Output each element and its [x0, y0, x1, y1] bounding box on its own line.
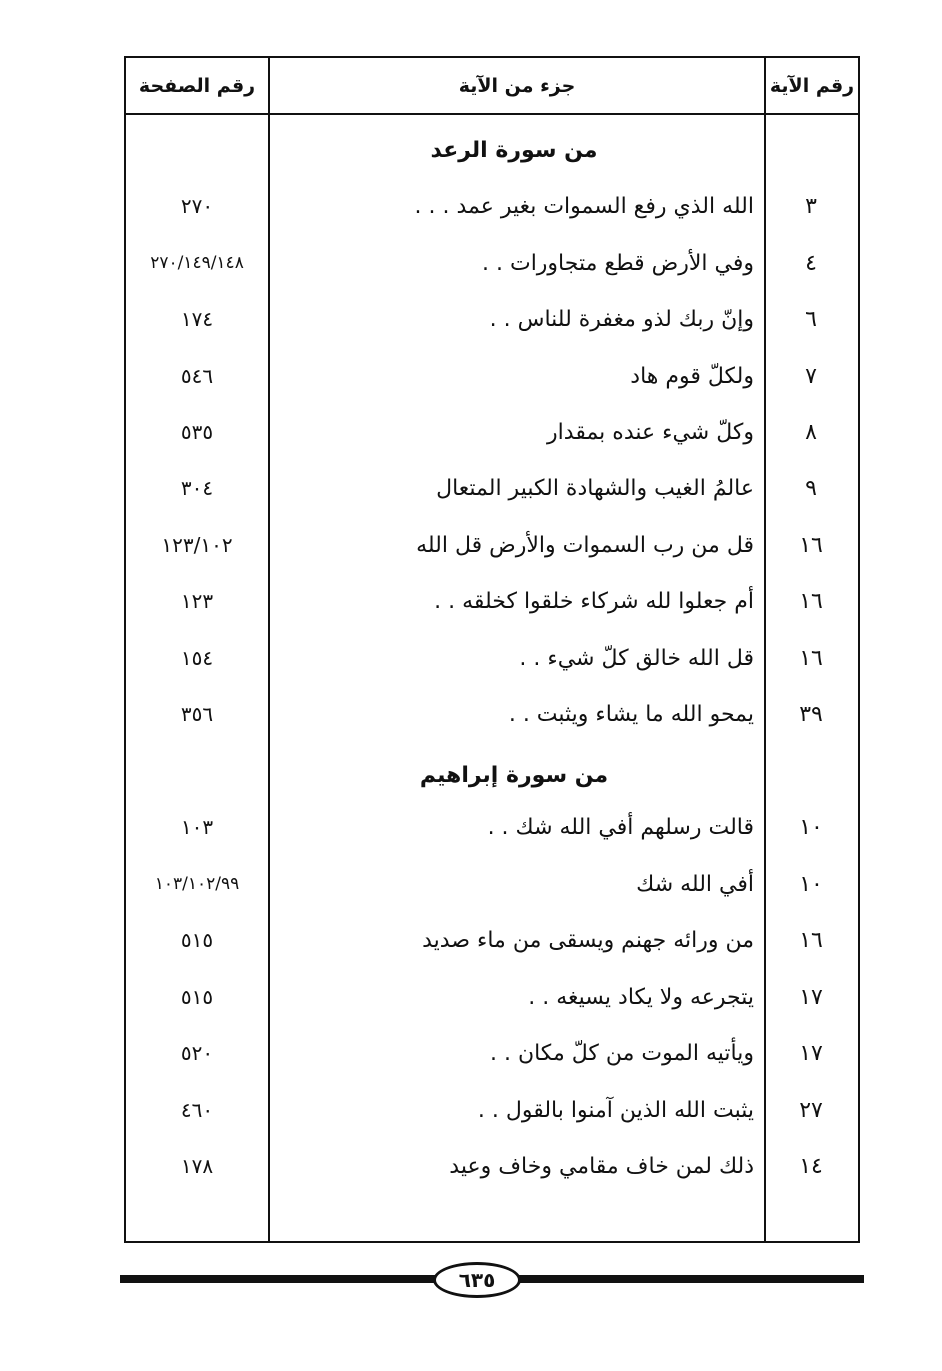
verse-text: الله الذي رفع السموات بغير عمد . . .: [414, 193, 754, 219]
page-ref: ١٠٣: [180, 815, 214, 839]
verse-text: ذلك لمن خاف مقامي وخاف وعيد: [449, 1153, 754, 1179]
page-ref: ٣٥٦: [180, 702, 214, 726]
verse-number: ١٦: [799, 645, 823, 671]
verse-number: ٦: [805, 306, 817, 332]
page-ref: ٥١٥: [180, 985, 214, 1009]
page-ref: ٥٢٠: [180, 1041, 214, 1065]
table-row: [126, 686, 858, 742]
verse-text: قل الله خالق كلّ شيء . .: [519, 645, 754, 671]
page-number-badge: [433, 1262, 521, 1298]
verse-number: ١٤: [799, 1153, 823, 1179]
table-row: [126, 517, 858, 573]
verse-text: ويأتيه الموت من كلّ مكان . .: [489, 1040, 754, 1066]
table-row: [126, 460, 858, 516]
verse-text: يمحو الله ما يشاء ويثبت . .: [508, 701, 754, 727]
verse-text: ولكلّ قوم هاد: [630, 363, 754, 389]
page-ref: ١٢٣: [180, 589, 214, 613]
verse-number: ١٦: [799, 927, 823, 953]
page-ref: ٢٧٠/١٤٩/١٤٨: [150, 253, 244, 273]
table-row: [126, 1138, 858, 1194]
verse-number: ٣٩: [799, 701, 823, 727]
table-row: [126, 1025, 858, 1081]
surah-heading: [126, 747, 858, 803]
verse-number: ١٠: [799, 814, 823, 840]
table-row: [126, 348, 858, 404]
page-ref: ١٢٣/١٠٢: [161, 533, 233, 557]
table-row: [126, 1082, 858, 1138]
verse-text: عالمُ الغيب والشهادة الكبير المتعال: [436, 475, 754, 501]
page-ref: ٥٤٦: [180, 364, 214, 388]
verse-number: ١٠: [799, 871, 823, 897]
page-ref: ١٧٨: [180, 1154, 214, 1178]
page-ref: ١٧٤: [180, 307, 214, 331]
page-ref: ٥٣٥: [180, 420, 214, 444]
verse-number: ١٦: [799, 532, 823, 558]
surah-title: من سورة إبراهيم: [419, 762, 609, 788]
verse-text: أفي الله شك: [636, 871, 754, 897]
table-row: [126, 178, 858, 234]
table-row: [126, 235, 858, 291]
header-verse-part: جزء من الآية: [458, 75, 576, 97]
page-ref: ١٠٣/١٠٢/٩٩: [154, 874, 240, 894]
verse-text: من ورائه جهنم ويسقى من ماء صديد: [422, 927, 754, 953]
verse-text: وفي الأرض قطع متجاورات . .: [482, 250, 754, 276]
verse-number: ١٧: [799, 1040, 823, 1066]
header-page-number: رقم الصفحة: [138, 75, 256, 97]
verse-number: ٤: [805, 250, 817, 276]
table-row: [126, 856, 858, 912]
verse-number: ١٧: [799, 984, 823, 1010]
verse-number: ٣: [805, 193, 817, 219]
table-row: [126, 969, 858, 1025]
verse-number: ١٦: [799, 588, 823, 614]
table-row: [126, 912, 858, 968]
page-ref: ٣٠٤: [180, 476, 214, 500]
table-row: [126, 404, 858, 460]
page-ref: ٤٦٠: [180, 1098, 214, 1122]
table-row: [126, 630, 858, 686]
surah-title: من سورة الرعد: [430, 137, 598, 163]
page-ref: ٢٧٠: [180, 194, 214, 218]
verse-number: ٧: [805, 363, 817, 389]
page-ref: ٥١٥: [180, 928, 214, 952]
table-row: [126, 799, 858, 855]
surah-heading: [126, 122, 858, 178]
verse-number: ٨: [805, 419, 817, 445]
verse-text: أم جعلوا لله شركاء خلقوا كخلقه . .: [434, 588, 754, 614]
verse-text: يتجرعه ولا يكاد يسيغه . .: [528, 984, 754, 1010]
verse-text: قالت رسلهم أفي الله شك . .: [487, 814, 754, 840]
page-ref: ١٥٤: [180, 646, 214, 670]
header-verse-number: رقم الآية: [769, 75, 855, 97]
table-row: [126, 573, 858, 629]
page-number: ٦٣٥: [458, 1268, 496, 1292]
verse-text: يثبت الله الذين آمنوا بالقول . .: [477, 1097, 754, 1123]
table-row: [126, 291, 858, 347]
verse-number: ٢٧: [799, 1097, 823, 1123]
verse-text: وكلّ شيء عنده بمقدار: [547, 419, 754, 445]
verse-number: ٩: [805, 475, 817, 501]
verse-text: قل من رب السموات والأرض قل الله: [416, 532, 754, 558]
verse-text: وإنّ ربك لذو مغفرة للناس . .: [489, 306, 754, 332]
